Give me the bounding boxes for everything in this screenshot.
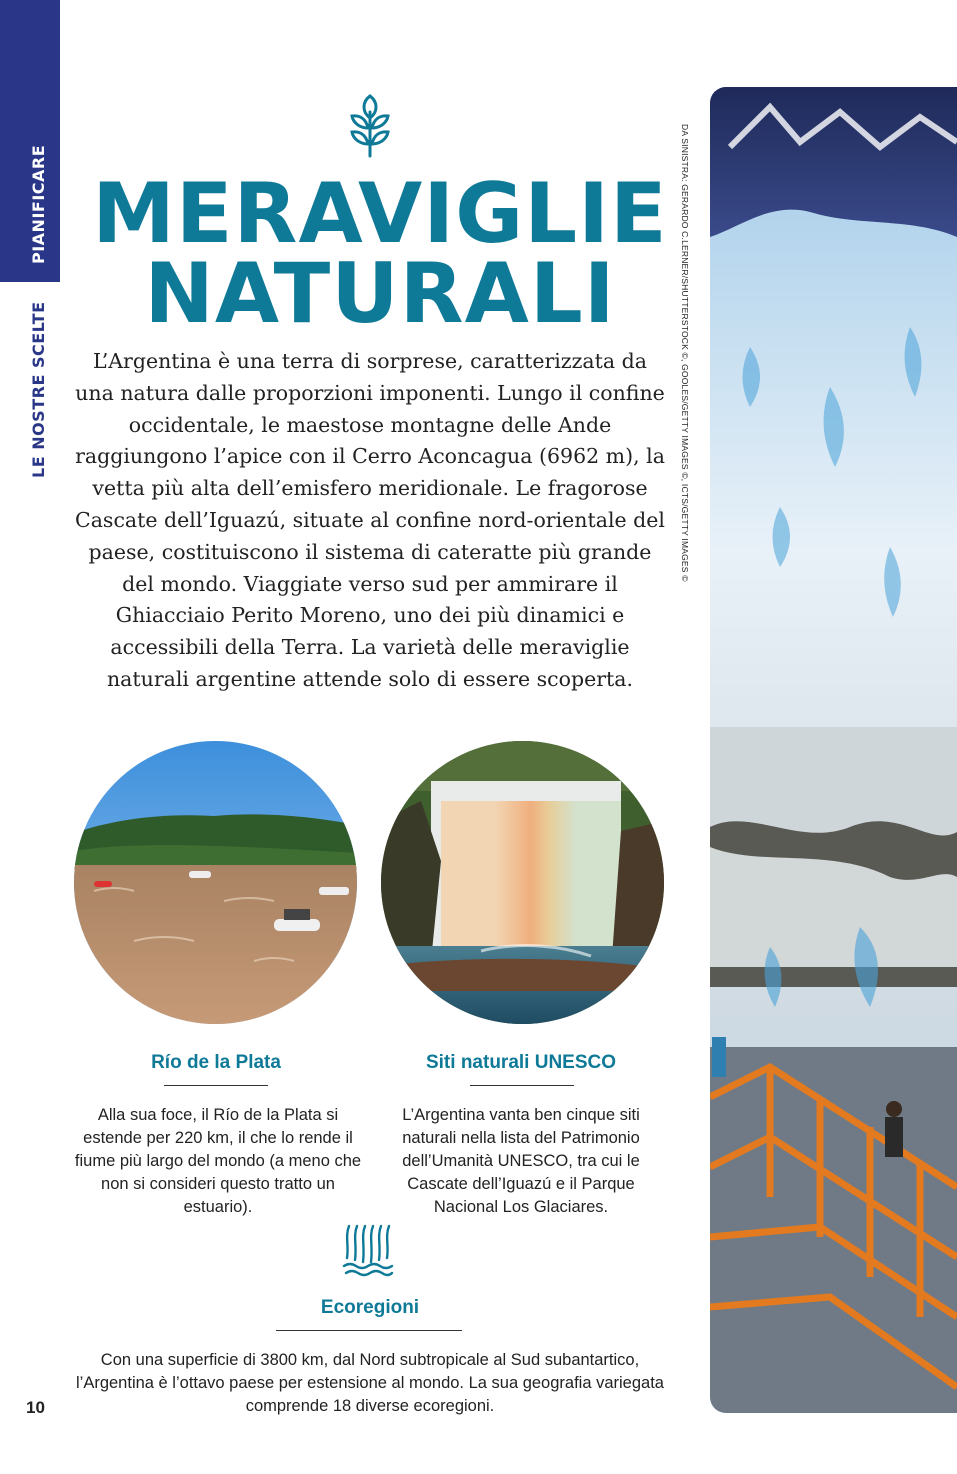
page-title-line2: NATURALI	[144, 245, 616, 342]
unesco-heading: Siti naturali UNESCO	[425, 1052, 617, 1073]
page-title-line1: MERAVIGLIE	[92, 165, 668, 262]
ecoregioni-heading-rule	[276, 1330, 462, 1331]
unesco-text: L’Argentina vanta ben cinque siti naturali nella lista del Patrimonio dell’Umanità UNESCO, tra cui le Cascate dell’Iguazú e il Parque Nacional Los Glaciares.	[402, 1106, 640, 1216]
iguazu-falls-photo	[381, 741, 664, 1024]
leaf-icon	[349, 92, 391, 158]
rio-de-la-plata-heading: Río de la Plata	[151, 1052, 281, 1073]
ecoregioni-heading: Ecoregioni	[320, 1297, 420, 1318]
ecoregioni-text: Con una superficie di 3800 km, dal Nord subtropicale al Sud subantartico, l’Argentina è l’ottavo paese per estensione al mondo. La sua geografia variegata comprende 18 diverse ecoregioni.	[76, 1351, 664, 1415]
page-number: 10	[26, 1398, 45, 1417]
glacier-photo	[710, 87, 957, 1413]
section-label: PIANIFICARE	[29, 144, 48, 264]
waterfall-icon	[341, 1222, 397, 1278]
rio-heading-rule	[164, 1085, 268, 1086]
rio-de-la-plata-text: Alla sua foce, il Río de la Plata si estende per 220 km, il che lo rende il fiume più largo del mondo (a meno che non si consideri questo tratto un estuario).	[74, 1106, 362, 1216]
subsection-label: LE NOSTRE SCELTE	[29, 301, 48, 478]
photo-credit: DA SINISTRA: GERARDO C.LERNER/SHUTTERSTOCK ©, GOOLES/GETTY IMAGES ©, ICTS/GETTY IMAGES ©	[680, 124, 690, 582]
rio-de-la-plata-photo	[74, 741, 357, 1024]
intro-paragraph: L’Argentina è una terra di sorprese, caratterizzata da una natura dalle proporzioni imponenti. Lungo il confine occidentale, le maestose montagne delle Ande raggiungono l’apice con il Cerro Aconcagua (6962 m), la vetta più alta dell’emisfero meridionale. Le fragorose Cascate dell’Iguazú, situate al confine nord-orientale del paese, costituiscono il sistema di cateratte più grande del mondo. Viaggiate verso sud per ammirare il Ghiacciaio Perito Moreno, uno dei più dinamici e accessibili della Terra. La varietà delle meraviglie naturali argentine attende solo di essere scoperta.	[75, 349, 665, 691]
unesco-heading-rule	[470, 1085, 574, 1086]
